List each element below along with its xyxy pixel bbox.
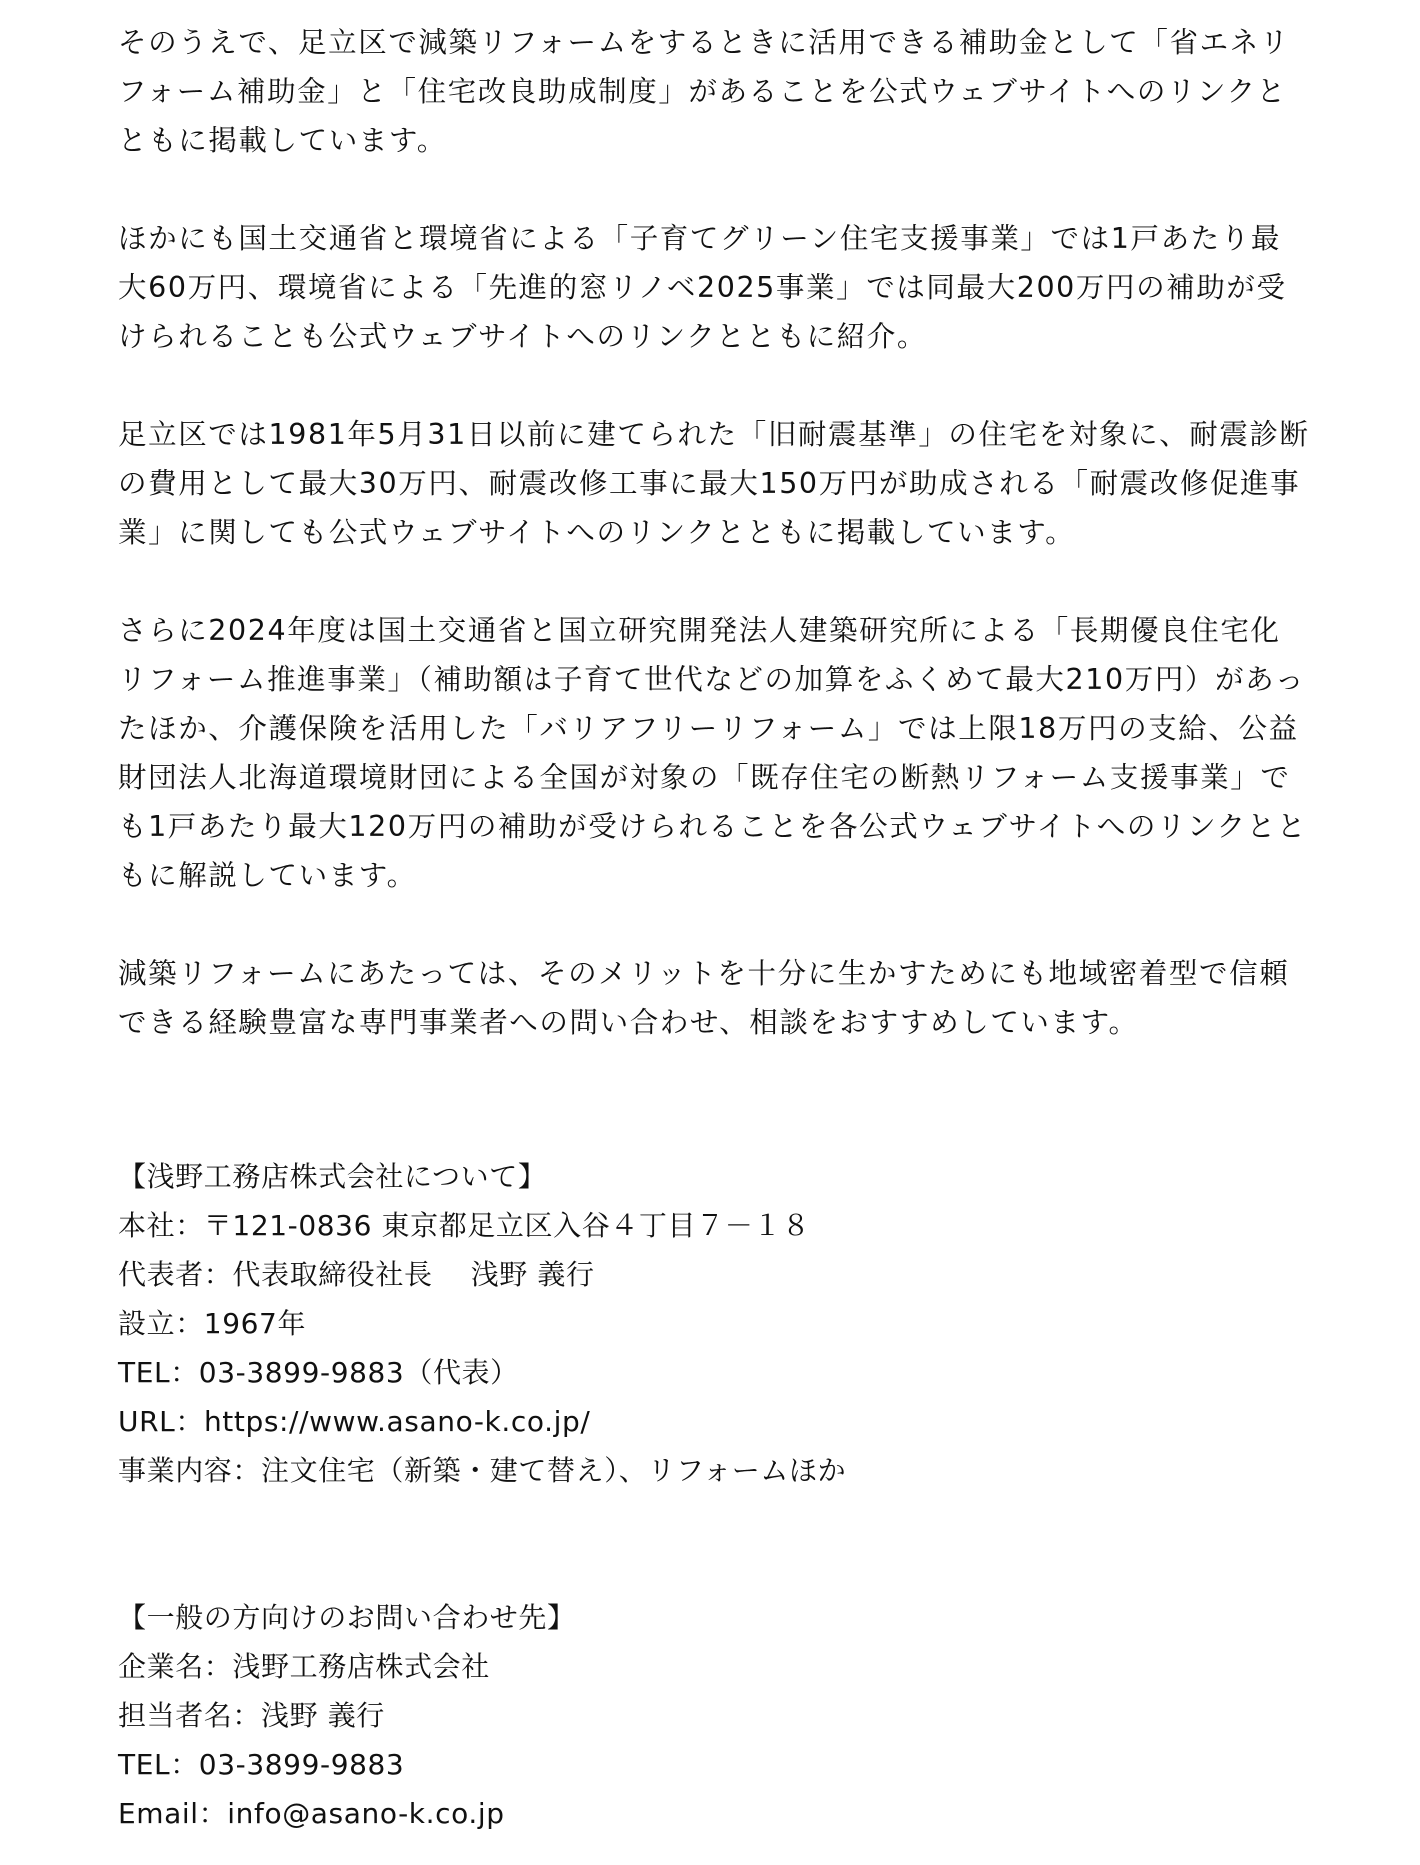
company-info-block [118,1152,1310,1495]
paragraph-seismic-retrofit: 足立区では1981年5月31日以前に建てられた「旧耐震基準」の住宅を対象に、耐震診断の費用として最大30万円、耐震改修工事に最大150万円が助成される「耐震改修促進事業」に関しても公式ウェブサイトへのリンクとともに掲載しています。 [118,418,1310,549]
company-representative: 代表者：代表取締役社長 浅野 義行 [118,1258,595,1291]
company-url-link[interactable]: URL：https://www.asano-k.co.jp/ [118,1405,591,1438]
paragraph-spacer [118,165,1310,214]
paragraph-other-programs: さらに2024年度は国土交通省と国立研究開発法人建築研究所による「長期優良住宅化リフォーム推進事業」（補助額は子育て世代などの加算をふくめて最大210万円）があったほか、介護保険を活用した「バリアフリーリフォーム」では上限18万円の支給、公益財団法人北海道環境財団による全国が対象の「既存住宅の断熱リフォーム支援事業」でも1戸あたり最大120万円の補助が受けられることを各公式ウェブサイトへのリンクとともに解説しています。 [118,614,1307,892]
company-founded: 設立：1967年 [118,1307,307,1340]
paragraph-spacer [118,361,1310,410]
company-address: 本社：〒121-0836 東京都足立区入谷４丁目７－１８ [118,1209,811,1242]
contact-person: 担当者名：浅野 義行 [118,1699,385,1732]
contact-email-link[interactable]: Email：info@asano-k.co.jp [118,1797,505,1830]
document-page [118,18,1310,1838]
contact-phone: TEL：03-3899-9883 [118,1748,405,1781]
section-spacer [118,1047,1310,1152]
company-info-heading: 【浅野工務店株式会社について】 [118,1160,547,1193]
contact-company: 企業名：浅野工務店株式会社 [118,1650,490,1683]
paragraph-subsidies-adachi: そのうえで、足立区で減築リフォームをするときに活用できる補助金として「省エネリフォーム補助金」と「住宅改良助成制度」があることを公式ウェブサイトへのリンクとともに掲載しています。 [118,26,1290,157]
paragraph-national-subsidies: ほかにも国土交通省と環境省による「子育てグリーン住宅支援事業」では1戸あたり最大60万円、環境省による「先進的窓リノベ2025事業」では同最大200万円の補助が受けられることも公式ウェブサイトへのリンクとともに紹介。 [118,222,1287,353]
section-spacer [118,1495,1310,1593]
paragraph-spacer [118,900,1310,949]
company-business: 事業内容：注文住宅（新築・建て替え）、リフォームほか [118,1454,847,1487]
paragraph-spacer [118,557,1310,606]
company-phone: TEL：03-3899-9883（代表） [118,1356,519,1389]
paragraph-recommendation: 減築リフォームにあたっては、そのメリットを十分に生かすためにも地域密着型で信頼できる経験豊富な専門事業者への問い合わせ、相談をおすすめしています。 [118,957,1290,1039]
contact-info-block [118,1593,1310,1838]
contact-info-heading: 【一般の方向けのお問い合わせ先】 [118,1601,576,1634]
